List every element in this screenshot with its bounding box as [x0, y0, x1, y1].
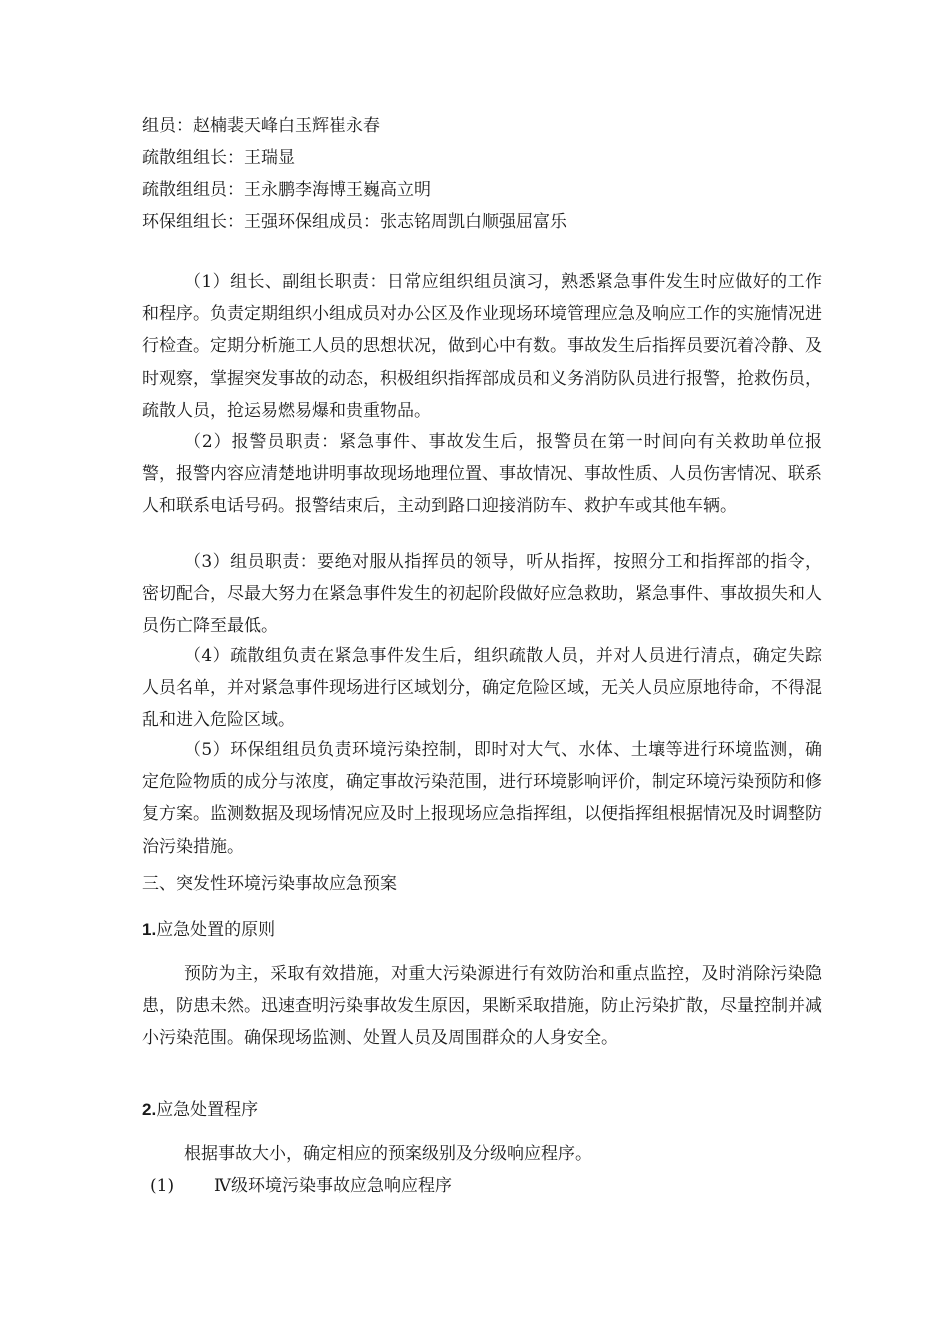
subsection-2-title: 应急处置程序 [156, 1100, 259, 1120]
duty-paragraph-4: （4）疏散组负责在紧急事件发生后，组织疏散人员，并对人员进行清点，确定失踪人员名单，并对紧急事件现场进行区域划分，确定危险区域，无关人员应原地待命，不得混乱和进入危险区域。 [142, 646, 822, 731]
duty-paragraph-5: （5）环保组组员负责环境污染控制，即时对大气、水体、土壤等进行环境监测，确定危险物质的成分与浓度，确定事故污染范围，进行环境影响评价，制定环境污染预防和修复方案。监测数据及现场情况应及时上报现场应急指挥组，以便指挥组根据情况及时调整防治污染措施。 [142, 740, 822, 857]
subsection-2-body: 根据事故大小，确定相应的预案级别及分级响应程序。 [184, 1144, 592, 1164]
list-item-label: (1) [150, 1176, 175, 1196]
duty-paragraph-2: （2）报警员职责：紧急事件、事故发生后，报警员在第一时间向有关救助单位报警，报警内容应清楚地讲明事故现场地理位置、事故情况、事故性质、人员伤害情况、联系人和联系电话号码。报警结束后，主动到路口迎接消防车、救护车或其他车辆。 [142, 432, 822, 517]
section-title: 三、突发性环境污染事故应急预案 [142, 874, 397, 894]
list-item-text: Ⅳ级环境污染事故应急响应程序 [214, 1176, 452, 1196]
duty-paragraph-3: （3）组员职责：要绝对服从指挥员的领导，听从指挥，按照分工和指挥部的指令，密切配合，尽最大努力在紧急事件发生的初起阶段做好应急救助，紧急事件、事故损失和人员伤亡降至最低。 [142, 552, 822, 637]
subsection-1-number: 1. [142, 920, 157, 939]
list-item [150, 1174, 452, 1198]
roster-env-team: 环保组组长：王强环保组成员：张志铭周凯白顺强屈富乐 [142, 212, 567, 232]
subsection-1-body: 预防为主，采取有效措施，对重大污染源进行有效防治和重点监控，及时消除污染隐患，防患未然。迅速查明污染事故发生原因，果断采取措施，防止污染扩散，尽量控制并减小污染范围。确保现场监测、处置人员及周围群众的人身安全。 [142, 964, 822, 1049]
subsection-1-title: 应急处置的原则 [156, 920, 276, 940]
roster-evac-leader: 疏散组组长：王瑞显 [142, 148, 295, 168]
subsection-2-heading [142, 1098, 258, 1122]
roster-evac-members: 疏散组组员：王永鹏李海博王巍高立明 [142, 180, 431, 200]
subsection-2-number: 2. [142, 1100, 157, 1119]
roster-members: 组员：赵楠裴天峰白玉辉崔永春 [142, 116, 380, 136]
subsection-1-heading [142, 918, 275, 942]
duty-paragraph-1: （1）组长、副组长职责：日常应组织组员演习，熟悉紧急事件发生时应做好的工作和程序。负责定期组织小组成员对办公区及作业现场环境管理应急及响应工作的实施情况进行检查。定期分析施工人员的思想状况，做到心中有数。事故发生后指挥员要沉着冷静、及时观察，掌握突发事故的动态，积极组织指挥部成员和义务消防队员进行报警，抢救伤员，疏散人员，抢运易燃易爆和贵重物品。 [142, 272, 822, 421]
